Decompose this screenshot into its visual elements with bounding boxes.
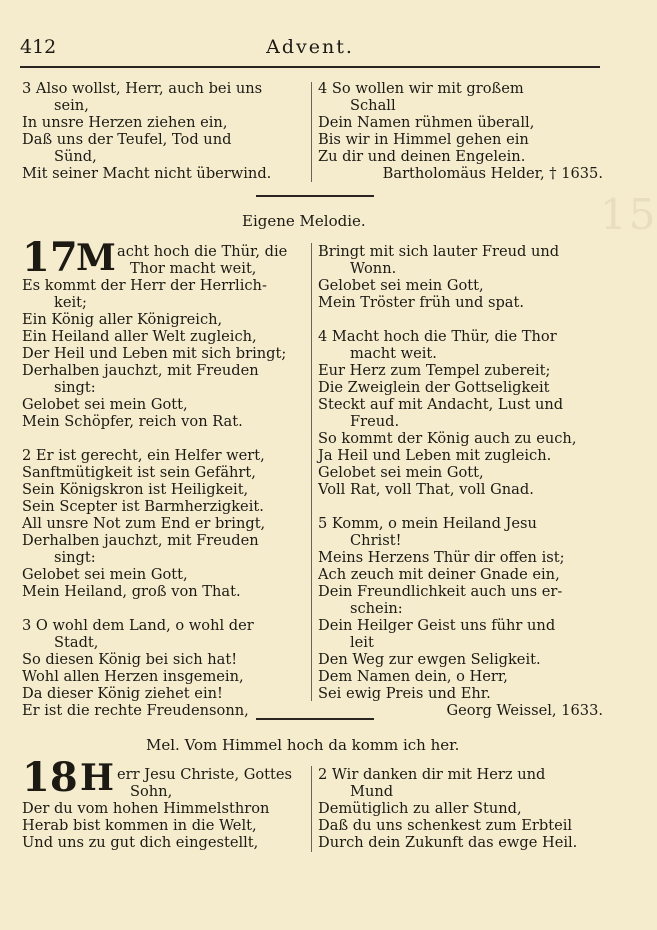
verse-line: Voll Rat, voll That, voll Gnad.	[318, 481, 534, 498]
verse-line: Meins Herzens Thür dir offen ist;	[318, 549, 565, 566]
verse-line: Ach zeuch mit deiner Gnade ein,	[318, 566, 560, 583]
melody-heading: Mel. Vom Himmel hoch da komm ich her.	[146, 736, 460, 754]
verse-line: Bis wir in Himmel gehen ein	[318, 131, 529, 148]
author-credit: Bartholomäus Helder, † 1635.	[382, 165, 603, 182]
verse-line: Der Heil und Leben mit sich bringt;	[22, 345, 287, 362]
verse-line: Derhalben jauchzt, mit Freuden	[22, 362, 259, 379]
verse-line: Den Weg zur ewgen Seligkeit.	[318, 651, 541, 668]
verse-line: Gelobet sei mein Gott,	[22, 566, 188, 583]
verse-line: Stadt,	[54, 634, 99, 651]
page-header	[20, 36, 600, 64]
author-credit: Georg Weissel, 1633.	[446, 702, 603, 719]
verse-line: Bringt mit sich lauter Freud und	[318, 243, 560, 260]
header-rule	[20, 66, 600, 68]
verse-line: Schall	[350, 97, 396, 114]
verse-line: In unsre Herzen ziehen ein,	[22, 114, 228, 131]
verse-line: Mein Schöpfer, reich von Rat.	[22, 413, 243, 430]
verse-line: Ein König aller Königreich,	[22, 311, 223, 328]
verse-line: keit;	[54, 294, 87, 311]
hymn18-left-column	[22, 766, 310, 851]
verse-line: Demütiglich zu aller Stund,	[318, 800, 522, 817]
verse-line: schein:	[350, 600, 403, 617]
verse-line: Gelobet sei mein Gott,	[22, 396, 188, 413]
verse-line: 3 Also wollst, Herr, auch bei uns	[22, 80, 263, 97]
verse-line: Mein Tröster früh und spat.	[318, 294, 525, 311]
verse-line: sein,	[54, 97, 89, 114]
page-title: Advent.	[266, 36, 354, 58]
verse-line: Sein Königskron ist Heiligkeit,	[22, 481, 249, 498]
verse-line: Thor macht weit,	[130, 260, 257, 277]
verse-line: Mit seiner Macht nicht überwind.	[22, 165, 272, 182]
verse-line: So diesen König bei sich hat!	[22, 651, 238, 668]
column-divider	[311, 82, 312, 182]
verse-line: singt:	[54, 549, 96, 566]
hymn17-left-column	[22, 243, 310, 719]
prev-hymn-right-column	[318, 80, 603, 182]
verse-line: singt:	[54, 379, 96, 396]
verse-line: Sei ewig Preis und Ehr.	[318, 685, 491, 702]
page-number: 412	[20, 36, 57, 58]
verse-line: Durch dein Zukunft das ewge Heil.	[318, 834, 578, 851]
verse-line: Dem Namen dein, o Herr,	[318, 668, 508, 685]
verse-line: Wonn.	[350, 260, 397, 277]
verse-line: 2 Er ist gerecht, ein Helfer wert,	[22, 447, 265, 464]
verse-line: Sanftmütigkeit ist sein Gefährt,	[22, 464, 256, 481]
verse-line: Dein Namen rühmen überall,	[318, 114, 535, 131]
verse-line: Der du vom hohen Himmelsthron	[22, 800, 270, 817]
verse-line: Sohn,	[130, 783, 173, 800]
bleed-through-mark: 15	[600, 190, 657, 239]
verse-line: So kommt der König auch zu euch,	[318, 430, 577, 447]
verse-line: Eur Herz zum Tempel zubereit;	[318, 362, 551, 379]
verse-line: Er ist die rechte Freudensonn,	[22, 702, 249, 719]
verse-line: Die Zweiglein der Gottseligkeit	[318, 379, 550, 396]
verse-line: Derhalben jauchzt, mit Freuden	[22, 532, 259, 549]
verse-line: Mund	[350, 783, 394, 800]
verse-line: Gelobet sei mein Gott,	[318, 277, 484, 294]
verse-line: Da dieser König ziehet ein!	[22, 685, 223, 702]
column-divider	[311, 766, 312, 852]
verse-line: Daß du uns schenkest zum Erbteil	[318, 817, 573, 834]
hymn-separator	[256, 718, 374, 720]
verse-line: Zu dir und deinen Engelein.	[318, 148, 526, 165]
verse-line: 3 O wohl dem Land, o wohl der	[22, 617, 254, 634]
verse-line: 2 Wir danken dir mit Herz und	[318, 766, 546, 783]
hymn-number: 18	[22, 754, 78, 801]
verse-line: leit	[350, 634, 374, 651]
hymn18-right-column	[318, 766, 603, 851]
verse-line: Dein Freundlichkeit auch uns er-	[318, 583, 563, 600]
verse-line: Es kommt der Herr der Herrlich-	[22, 277, 267, 294]
verse-line: macht weit.	[350, 345, 437, 362]
verse-line: Ein Heiland aller Welt zugleich,	[22, 328, 257, 345]
verse-line: Dein Heilger Geist uns führ und	[318, 617, 556, 634]
verse-line: 4 So wollen wir mit großem	[318, 80, 524, 97]
verse-line: acht hoch die Thür, die	[117, 243, 288, 260]
verse-line: Daß uns der Teufel, Tod und	[22, 131, 232, 148]
verse-line: Wohl allen Herzen insgemein,	[22, 668, 244, 685]
hymn-separator	[256, 195, 374, 197]
hymn17-right-column	[318, 243, 603, 719]
prev-hymn-left-column	[22, 80, 307, 182]
verse-line: Sünd,	[54, 148, 97, 165]
verse-line: Gelobet sei mein Gott,	[318, 464, 484, 481]
melody-heading: Eigene Melodie.	[242, 212, 366, 230]
verse-line: 5 Komm, o mein Heiland Jesu	[318, 515, 537, 532]
verse-line: Christ!	[350, 532, 402, 549]
verse-line: 4 Macht hoch die Thür, die Thor	[318, 328, 557, 345]
verse-line: Herab bist kommen in die Welt,	[22, 817, 257, 834]
verse-line: All unsre Not zum End er bringt,	[22, 515, 266, 532]
drop-cap-initial: M	[76, 237, 116, 279]
hymn-number: 17	[22, 234, 78, 281]
column-divider	[311, 243, 312, 701]
verse-line: Mein Heiland, groß von That.	[22, 583, 241, 600]
verse-line: Und uns zu gut dich eingestellt,	[22, 834, 259, 851]
drop-cap-initial: H	[80, 757, 115, 799]
verse-line: Sein Scepter ist Barmherzigkeit.	[22, 498, 264, 515]
verse-line: err Jesu Christe, Gottes	[117, 766, 293, 783]
verse-line: Ja Heil und Leben mit zugleich.	[318, 447, 552, 464]
verse-line: Freud.	[350, 413, 400, 430]
verse-line: Steckt auf mit Andacht, Lust und	[318, 396, 564, 413]
